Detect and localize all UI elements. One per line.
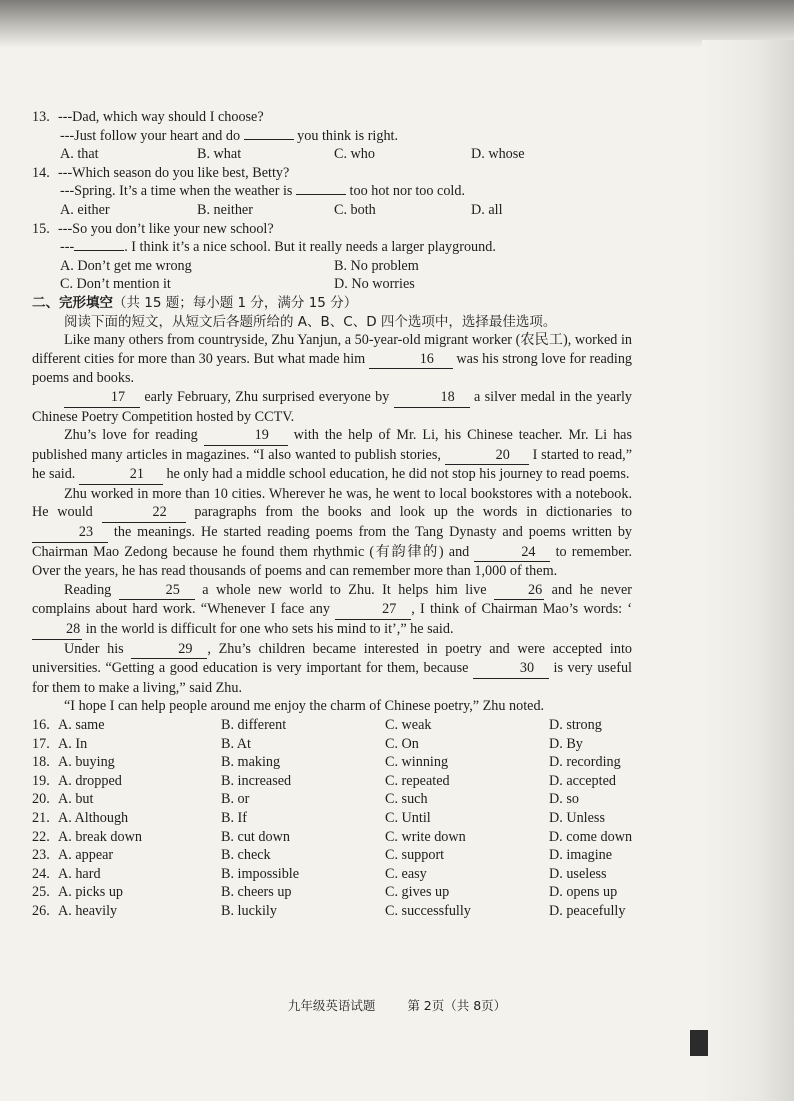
cloze-options	[32, 716, 632, 921]
section-instruction: 阅读下面的短文，从短文后各题所给的 A、B、C、D 四个选项中，选择最佳选项。	[64, 313, 557, 330]
paragraph-2: 17 early February, Zhu surprised everyone by 18 a silver medal in the yearly Chinese Poetry Competition hosted by CCTV.	[32, 388, 632, 425]
blank-29[interactable]: 29	[131, 640, 207, 660]
option-row-26: 26. A. heavily B. luckily C. successfully D. peacefully	[32, 902, 626, 919]
option-b[interactable]: B. neither	[197, 201, 253, 218]
option-row-19: 19. A. dropped B. increased C. repeated D. accepted	[32, 772, 616, 789]
blank-18[interactable]: 18	[394, 388, 470, 408]
option-a[interactable]: A. that	[60, 146, 99, 163]
blank-30[interactable]: 30	[473, 659, 549, 679]
blank-19[interactable]: 19	[204, 426, 288, 446]
question-stem: ---Dad, which way should I choose?	[58, 109, 264, 125]
footer-page-number: 第 2页（共 8页）	[407, 998, 507, 1013]
exam-page-content	[32, 108, 632, 921]
question-stem: ---So you don’t like your new school?	[58, 220, 274, 237]
option-row-21: 21. A. Although B. If C. Until D. Unless	[32, 809, 605, 826]
option-a[interactable]: A. either	[60, 201, 110, 218]
scan-top-shadow	[0, 0, 794, 48]
blank-16[interactable]: 16	[369, 350, 453, 370]
option-row-17: 17. A. In B. At C. On D. By	[32, 735, 583, 752]
option-c[interactable]: C. who	[334, 146, 375, 163]
scan-edge-mark	[690, 1030, 708, 1056]
paragraph-5: Reading 25 a whole new world to Zhu. It helps him live 26 and he never complains about hard work. “Whenever I face any 27 , I think of Chairman Mao’s words: ‘28 in the world is difficult for one who sets his mind to it’,” he said.	[32, 581, 632, 640]
question-14: 14. ---Which season do you like best, Betty? ---Spring. It’s a time when the weather is too hot nor too cold. A. either B. neither C. both D. all	[32, 164, 632, 220]
blank-25[interactable]: 25	[119, 581, 195, 601]
answer-options	[32, 201, 632, 220]
blank-24[interactable]: 24	[474, 543, 550, 563]
paragraph-7: “I hope I can help people around me enjoy the charm of Chinese poetry,” Zhu noted.	[64, 698, 545, 715]
question-stem: ---Which season do you like best, Betty?	[58, 164, 290, 181]
footer-subject: 九年级英语试题	[287, 998, 376, 1013]
option-row-22: 22. A. break down B. cut down C. write down D. come down	[32, 828, 633, 845]
option-row-25: 25. A. picks up B. cheers up C. gives up D. opens up	[32, 884, 618, 901]
option-c[interactable]: C. both	[334, 201, 376, 218]
option-b[interactable]: B. what	[197, 146, 242, 163]
option-d[interactable]: D. whose	[471, 146, 525, 163]
blank-21[interactable]: 21	[79, 465, 163, 485]
paragraph-6: Under his 29 , Zhu’s children became interested in poetry and were accepted into universities. “Getting a good education is very important for them, because 30 is very useful for them to make a living,” said Zhu.	[32, 640, 633, 696]
option-c[interactable]: C. Don’t mention it	[60, 276, 171, 293]
paragraph-1: Like many others from countryside, Zhu Yanjun, a 50-year-old migrant worker (农民工), worked in different cities for more than 30 years. But what made him 16 was his strong love for reading poems and books.	[32, 332, 633, 387]
section-heading: 二、完形填空（共 15 题；每小题 1 分，满分 15 分）	[32, 294, 358, 311]
option-row-24: 24. A. hard B. impossible C. easy D. useless	[32, 865, 607, 882]
question-13: 13. ---Dad, which way should I choose? ---Just follow your heart and do you think is right. A. that B. what C. who D. whose	[32, 108, 632, 164]
option-row-16: 16. A. same B. different C. weak D. strong	[32, 717, 602, 733]
blank-23[interactable]: 23	[32, 523, 108, 543]
option-d[interactable]: D. all	[471, 201, 503, 218]
blank-26[interactable]: 26	[494, 581, 544, 601]
page-footer	[0, 996, 794, 1014]
blank-20[interactable]: 20	[445, 446, 529, 466]
answer-options	[32, 257, 632, 276]
option-row-18: 18. A. buying B. making C. winning D. recording	[32, 754, 621, 771]
option-row-20: 20. A. but B. or C. such D. so	[32, 791, 579, 808]
option-d[interactable]: D. No worries	[334, 276, 415, 293]
blank-27[interactable]: 27	[335, 600, 411, 620]
option-a[interactable]: A. Don’t get me wrong	[60, 257, 192, 274]
blank-17[interactable]: 17	[64, 388, 140, 408]
cloze-passage	[32, 331, 632, 716]
answer-blank[interactable]	[244, 139, 294, 140]
option-b[interactable]: B. No problem	[334, 257, 419, 274]
blank-22[interactable]: 22	[102, 503, 186, 523]
answer-options	[32, 145, 632, 164]
question-15: 15. ---So you don’t like your new school? --- . I think it’s a nice school. But it really needs a larger playground. A. Don’t get me wrong B. No problem C. Don’t mention it D. No worries	[32, 220, 632, 294]
option-row-23: 23. A. appear B. check C. support D. imagine	[32, 847, 613, 864]
scan-right-edge	[702, 40, 794, 1101]
paragraph-3: Zhu’s love for reading 19 with the help of Mr. Li, his Chinese teacher. Mr. Li has published many articles in magazines. “I also wanted to publish stories, 20 I started to read,” he said. 21 he only had a middle school education, he did not stop his journey to read poems.	[32, 426, 632, 485]
answer-blank[interactable]	[74, 250, 124, 251]
paragraph-4: Zhu worked in more than 10 cities. Wherever he was, he went to local bookstores with a notebook. He would 22 paragraphs from the books and look up the words in dictionaries to 23 the meanings. He started reading poems from the Tang Dynasty and poems written by Chairman Mao Zedong because he found them rhythmic (有韵律的) and 24 to remember. Over the years, he has read thousands of poems and can remember more than 1,000 of them.	[32, 485, 633, 580]
blank-28[interactable]: 28	[32, 620, 82, 640]
answer-blank[interactable]	[296, 194, 346, 195]
